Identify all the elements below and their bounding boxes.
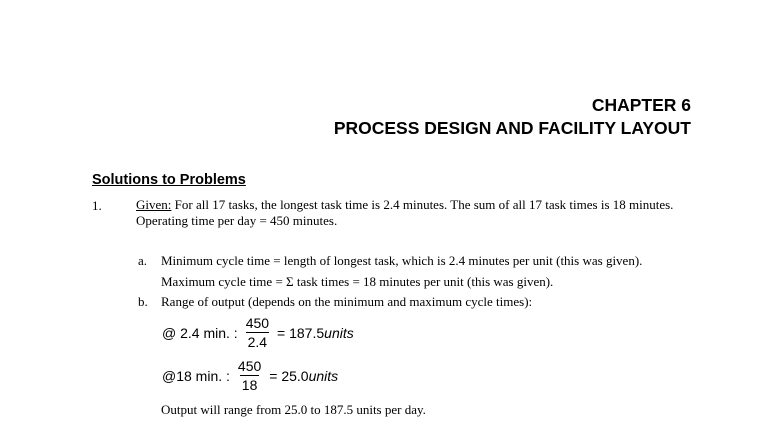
formula-max-cycle: [162, 358, 338, 393]
formula-max-fraction: [236, 358, 263, 393]
part-b-conclusion: Output will range from 25.0 to 187.5 units per day.: [161, 402, 426, 417]
formula-min-numerator: 450: [245, 315, 270, 331]
section-title: Solutions to Problems: [92, 172, 246, 188]
part-a-line2: Maximum cycle time = Σ task times = 18 minutes per unit (this was given).: [161, 274, 554, 289]
formula-max-denominator: 18: [241, 377, 258, 393]
given-label: Given:: [136, 197, 172, 212]
formula-min-denominator: 2.4: [247, 334, 268, 350]
formula-max-unit: units: [308, 367, 339, 384]
chapter-number: CHAPTER 6: [591, 95, 691, 115]
formula-min-result: = 187.5: [277, 324, 325, 341]
chapter-heading: [334, 94, 691, 140]
part-a-line1: Minimum cycle time = length of longest task, which is 2.4 minutes per unit (this was given).: [161, 253, 643, 268]
formula-max-result: = 25.0: [269, 367, 309, 384]
formula-min-cycle: [162, 315, 354, 350]
problem-given: [136, 197, 696, 229]
formula-min-unit: units: [324, 324, 354, 341]
part-a-letter: a.: [138, 253, 148, 268]
given-text: For all 17 tasks, the longest task time is 2.4 minutes. The sum of all 17 task times is 18 minutes. Operating time per day = 450 minutes.: [136, 197, 674, 228]
formula-min-lhs: @ 2.4 min. :: [162, 324, 238, 341]
formula-min-fraction: [244, 315, 271, 350]
chapter-title: PROCESS DESIGN AND FACILITY LAYOUT: [333, 118, 691, 138]
formula-max-numerator: 450: [237, 358, 262, 374]
part-b-line1: Range of output (depends on the minimum and maximum cycle times):: [161, 294, 533, 309]
formula-max-lhs: @18 min. :: [162, 367, 230, 384]
problem-number: 1.: [92, 198, 102, 213]
part-b-letter: b.: [138, 294, 148, 309]
